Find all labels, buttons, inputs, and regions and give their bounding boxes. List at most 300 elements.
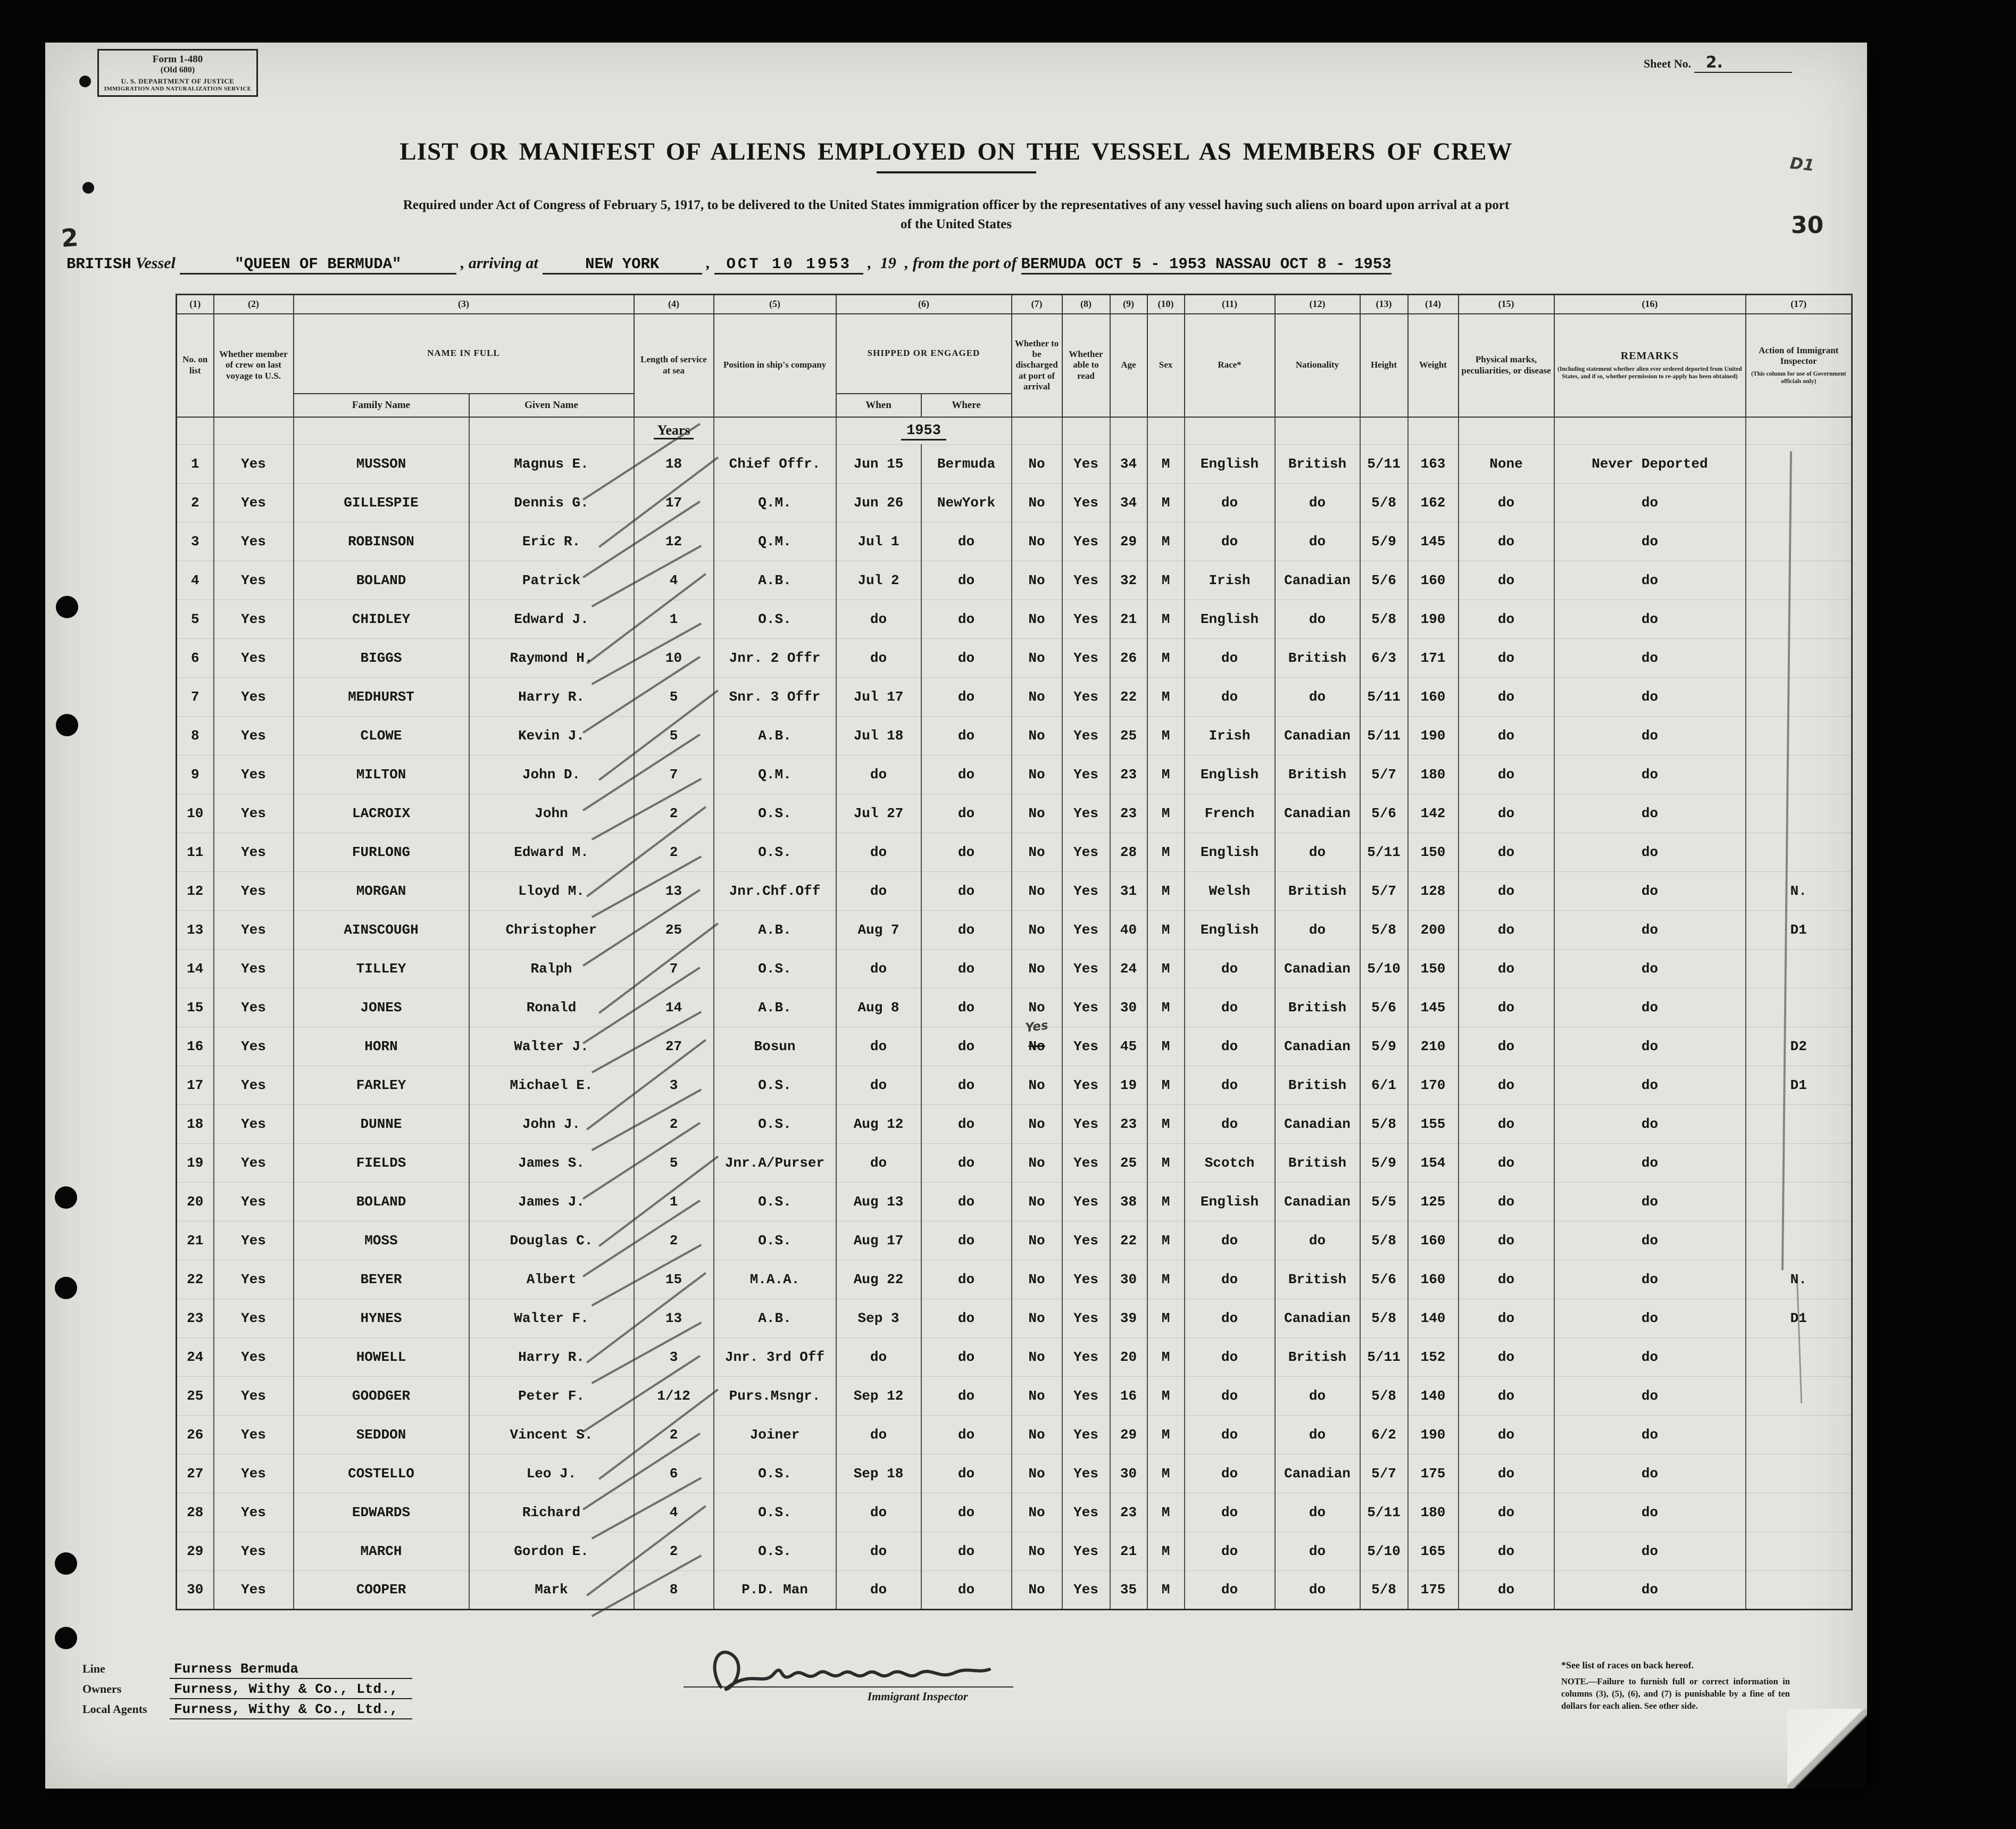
cell-marks: do <box>1459 1454 1554 1493</box>
cell-service: 1/12 <box>634 1377 714 1416</box>
vessel-info-line <box>66 254 1750 275</box>
cell-remarks: do <box>1554 600 1746 639</box>
cell-where: do <box>921 1221 1012 1260</box>
col-header-nationality: Nationality <box>1275 314 1360 417</box>
table-row <box>177 1105 1852 1144</box>
cell-service: 4 <box>634 1493 714 1532</box>
cell-weight: 155 <box>1408 1105 1459 1144</box>
cell-where: do <box>921 1260 1012 1299</box>
cell-remarks: do <box>1554 872 1746 911</box>
cell-family: CHIDLEY <box>294 600 469 639</box>
cell-family: BOLAND <box>294 561 469 600</box>
hole-punch <box>55 1186 77 1209</box>
cell-given: Vincent S. <box>469 1416 634 1454</box>
cell-age: 25 <box>1110 717 1147 755</box>
cell-service: 3 <box>634 1066 714 1105</box>
cell-height: 5/8 <box>1360 484 1408 522</box>
cell-height: 5/8 <box>1360 911 1408 950</box>
sheet-number-label: Sheet No. <box>1644 57 1692 70</box>
cell-sex: M <box>1147 988 1185 1027</box>
cell-family: MUSSON <box>294 445 469 484</box>
cell-age: 28 <box>1110 833 1147 872</box>
struck-value: No <box>1028 1038 1045 1054</box>
cell-discharged <box>1012 1018 1062 1066</box>
cell-read: Yes <box>1062 1183 1110 1221</box>
cell-race: English <box>1185 1183 1275 1221</box>
cell-height: 5/6 <box>1360 561 1408 600</box>
cell-where: do <box>921 1532 1012 1571</box>
cell-sex: M <box>1147 1532 1185 1571</box>
cell-member: Yes <box>214 678 294 717</box>
cell-member: Yes <box>214 755 294 794</box>
cell-read: Yes <box>1062 678 1110 717</box>
cell-nationality: do <box>1275 600 1360 639</box>
cell-service: 5 <box>634 717 714 755</box>
cell-blank <box>214 417 294 445</box>
subtitle <box>173 196 1740 235</box>
units-year: 1953 <box>836 417 1012 445</box>
cell-service: 2 <box>634 794 714 833</box>
ink-blot <box>82 182 94 194</box>
table-row <box>177 1454 1852 1493</box>
cell-discharged: No <box>1012 911 1062 950</box>
cell-weight: 140 <box>1408 1299 1459 1338</box>
cell-height: 5/7 <box>1360 755 1408 794</box>
cell-discharged: No <box>1012 794 1062 833</box>
local-agents-value: Furness, Withy & Co., Ltd., <box>170 1701 412 1719</box>
col-header-member: Whether member of crew on last voyage to U.S. <box>214 314 294 417</box>
cell-action: N. <box>1746 1260 1852 1299</box>
cell-weight: 180 <box>1408 1493 1459 1532</box>
cell-marks: do <box>1459 1183 1554 1221</box>
cell-position: Jnr.A/Purser <box>714 1144 836 1183</box>
cell-when: do <box>836 950 921 988</box>
penalty-note: NOTE.—Failure to furnish full or correct information in columns (3), (5), (6), and (7) is punishable by a fine of ten dollars for each alien. See other side. <box>1561 1676 1790 1711</box>
cell-position: Joiner <box>714 1416 836 1454</box>
cell-discharged: No <box>1012 1299 1062 1338</box>
cell-position: Snr. 3 Offr <box>714 678 836 717</box>
cell-given: Albert <box>469 1260 634 1299</box>
manifest-page <box>45 43 1867 1789</box>
cell-action <box>1746 1105 1852 1144</box>
cell-sex: M <box>1147 1221 1185 1260</box>
cell-discharged: No <box>1012 1221 1062 1260</box>
cell-race: English <box>1185 911 1275 950</box>
cell-when: do <box>836 755 921 794</box>
cell-age: 31 <box>1110 872 1147 911</box>
table-row <box>177 1144 1852 1183</box>
cell-remarks: do <box>1554 988 1746 1027</box>
cell-when: Aug 8 <box>836 988 921 1027</box>
cell-weight: 160 <box>1408 561 1459 600</box>
col-num: (16) <box>1554 295 1746 314</box>
cell-remarks: do <box>1554 1338 1746 1377</box>
table-row <box>177 1377 1852 1416</box>
cell-sex: M <box>1147 1144 1185 1183</box>
cell-nationality: British <box>1275 639 1360 678</box>
cell-read: Yes <box>1062 1454 1110 1493</box>
cell-discharged: No <box>1012 988 1062 1027</box>
cell-marks: do <box>1459 950 1554 988</box>
cell-read: Yes <box>1062 1260 1110 1299</box>
cell-race: do <box>1185 1454 1275 1493</box>
cell-discharged: No <box>1012 717 1062 755</box>
col-num: (15) <box>1459 295 1554 314</box>
cell-height: 5/8 <box>1360 1105 1408 1144</box>
cell-service: 10 <box>634 639 714 678</box>
cell-discharged: No <box>1012 1338 1062 1377</box>
cell-discharged: No <box>1012 600 1062 639</box>
cell-family: MILTON <box>294 755 469 794</box>
cell-sex: M <box>1147 678 1185 717</box>
cell-nationality: British <box>1275 755 1360 794</box>
cell-blank <box>714 417 836 445</box>
cell-height: 5/5 <box>1360 1183 1408 1221</box>
cell-no: 15 <box>177 988 214 1027</box>
cell-discharged: No <box>1012 639 1062 678</box>
cell-action <box>1746 1338 1852 1377</box>
cell-action <box>1746 833 1852 872</box>
cell-no: 23 <box>177 1299 214 1338</box>
cell-weight: 190 <box>1408 717 1459 755</box>
col-header-position: Position in ship's company <box>714 314 836 417</box>
cell-height: 5/11 <box>1360 678 1408 717</box>
cell-blank <box>1012 417 1062 445</box>
cell-remarks: do <box>1554 1532 1746 1571</box>
cell-no: 24 <box>177 1338 214 1377</box>
cell-read: Yes <box>1062 794 1110 833</box>
cell-sex: M <box>1147 717 1185 755</box>
cell-race: Welsh <box>1185 872 1275 911</box>
table-row <box>177 639 1852 678</box>
cell-sex: M <box>1147 1066 1185 1105</box>
cell-action <box>1746 1571 1852 1610</box>
cell-race: do <box>1185 950 1275 988</box>
cell-position: O.S. <box>714 1454 836 1493</box>
form-number-box <box>97 49 258 97</box>
cell-action <box>1746 1221 1852 1260</box>
cell-discharged: No <box>1012 1377 1062 1416</box>
manifest-body <box>177 417 1852 1610</box>
cell-discharged: No <box>1012 678 1062 717</box>
cell-race: do <box>1185 1299 1275 1338</box>
cell-position: Q.M. <box>714 484 836 522</box>
cell-height: 5/8 <box>1360 1221 1408 1260</box>
line-row <box>82 1661 412 1679</box>
cell-sex: M <box>1147 484 1185 522</box>
col-num: (2) <box>214 295 294 314</box>
cell-nationality: do <box>1275 1221 1360 1260</box>
cell-remarks: do <box>1554 678 1746 717</box>
cell-when: do <box>836 639 921 678</box>
cell-given: Leo J. <box>469 1454 634 1493</box>
cell-position: O.S. <box>714 833 836 872</box>
manifest-table <box>176 294 1853 1610</box>
cell-member: Yes <box>214 1260 294 1299</box>
cell-service: 3 <box>634 1338 714 1377</box>
cell-remarks: do <box>1554 950 1746 988</box>
cell-read: Yes <box>1062 988 1110 1027</box>
hole-punch <box>55 1277 77 1299</box>
cell-service: 6 <box>634 1454 714 1493</box>
cell-nationality: do <box>1275 1493 1360 1532</box>
action-subtext: (This column for use of Government officials only) <box>1751 370 1846 385</box>
cell-nationality: Canadian <box>1275 1105 1360 1144</box>
col-header-where: Where <box>921 394 1012 417</box>
cell-remarks: do <box>1554 522 1746 561</box>
table-row <box>177 1260 1852 1299</box>
cell-no: 6 <box>177 639 214 678</box>
cell-age: 23 <box>1110 1493 1147 1532</box>
cell-service: 2 <box>634 833 714 872</box>
cell-remarks: do <box>1554 717 1746 755</box>
cell-weight: 160 <box>1408 1260 1459 1299</box>
comma: , <box>868 254 872 272</box>
cell-action <box>1746 1144 1852 1183</box>
cell-action <box>1746 717 1852 755</box>
cell-nationality: do <box>1275 1571 1360 1610</box>
cell-age: 19 <box>1110 1066 1147 1105</box>
cell-position: Jnr.Chf.Off <box>714 872 836 911</box>
cell-marks: do <box>1459 484 1554 522</box>
cell-race: do <box>1185 678 1275 717</box>
cell-member: Yes <box>214 1221 294 1260</box>
cell-given: John D. <box>469 755 634 794</box>
cell-member: Yes <box>214 1183 294 1221</box>
cell-race: do <box>1185 1532 1275 1571</box>
cell-weight: 180 <box>1408 755 1459 794</box>
cell-nationality: Canadian <box>1275 1027 1360 1066</box>
cell-position: O.S. <box>714 1066 836 1105</box>
cell-discharged: No <box>1012 950 1062 988</box>
cell-where: do <box>921 1105 1012 1144</box>
cell-when: do <box>836 1493 921 1532</box>
inspector-label: Immigrant Inspector <box>867 1690 968 1703</box>
cell-family: LACROIX <box>294 794 469 833</box>
cell-given: Magnus E. <box>469 445 634 484</box>
owners-label: Owners <box>82 1682 122 1695</box>
col-header-weight: Weight <box>1408 314 1459 417</box>
cell-family: GILLESPIE <box>294 484 469 522</box>
cell-no: 12 <box>177 872 214 911</box>
cell-where: do <box>921 1338 1012 1377</box>
table-row <box>177 911 1852 950</box>
cell-position: P.D. Man <box>714 1571 836 1610</box>
cell-given: Mark <box>469 1571 634 1610</box>
cell-given: Walter F. <box>469 1299 634 1338</box>
cell-height: 5/8 <box>1360 1377 1408 1416</box>
cell-sex: M <box>1147 1183 1185 1221</box>
cell-marks: do <box>1459 755 1554 794</box>
cell-height: 5/9 <box>1360 522 1408 561</box>
cell-remarks: do <box>1554 1299 1746 1338</box>
cell-blank <box>1147 417 1185 445</box>
cell-where: do <box>921 1066 1012 1105</box>
from-port-label: , from the port of <box>904 254 1017 272</box>
cell-given: Douglas C. <box>469 1221 634 1260</box>
cell-age: 22 <box>1110 1221 1147 1260</box>
department-name: U. S. DEPARTMENT OF JUSTICE <box>121 77 235 85</box>
cell-no: 22 <box>177 1260 214 1299</box>
cell-given: Harry R. <box>469 678 634 717</box>
cell-service: 14 <box>634 988 714 1027</box>
cell-action <box>1746 1493 1852 1532</box>
cell-where: do <box>921 1377 1012 1416</box>
cell-given: Edward M. <box>469 833 634 872</box>
cell-when: do <box>836 1027 921 1066</box>
cell-when: do <box>836 872 921 911</box>
col-header-remarks <box>1554 314 1746 417</box>
cell-marks: do <box>1459 1221 1554 1260</box>
cell-where: Bermuda <box>921 445 1012 484</box>
cell-no: 7 <box>177 678 214 717</box>
cell-weight: 150 <box>1408 950 1459 988</box>
cell-height: 5/7 <box>1360 1454 1408 1493</box>
cell-member: Yes <box>214 794 294 833</box>
cell-family: HORN <box>294 1027 469 1066</box>
cell-given: Kevin J. <box>469 717 634 755</box>
col-num: (17) <box>1746 295 1852 314</box>
cell-family: COSTELLO <box>294 1454 469 1493</box>
cell-where: do <box>921 1183 1012 1221</box>
cell-action <box>1746 1183 1852 1221</box>
cell-family: BOLAND <box>294 1183 469 1221</box>
cell-position: O.S. <box>714 1493 836 1532</box>
cell-read: Yes <box>1062 445 1110 484</box>
cell-remarks: do <box>1554 755 1746 794</box>
cell-action <box>1746 1416 1852 1454</box>
table-row <box>177 833 1852 872</box>
cell-height: 5/7 <box>1360 872 1408 911</box>
cell-remarks: Never Deported <box>1554 445 1746 484</box>
cell-age: 23 <box>1110 755 1147 794</box>
cell-where: do <box>921 794 1012 833</box>
cell-when: do <box>836 600 921 639</box>
cell-position: M.A.A. <box>714 1260 836 1299</box>
cell-remarks: do <box>1554 1454 1746 1493</box>
cell-nationality: Canadian <box>1275 561 1360 600</box>
cell-when: do <box>836 1144 921 1183</box>
cell-where: do <box>921 1454 1012 1493</box>
cell-member: Yes <box>214 639 294 678</box>
cell-height: 5/11 <box>1360 1493 1408 1532</box>
cell-race: do <box>1185 1027 1275 1066</box>
cell-race: do <box>1185 1260 1275 1299</box>
year-label: 19 <box>880 254 896 272</box>
cell-marks: do <box>1459 1027 1554 1066</box>
cell-height: 5/11 <box>1360 833 1408 872</box>
cell-given: Richard <box>469 1493 634 1532</box>
cell-position: Q.M. <box>714 755 836 794</box>
col-num: (14) <box>1408 295 1459 314</box>
cell-weight: 163 <box>1408 445 1459 484</box>
cell-age: 20 <box>1110 1338 1147 1377</box>
cell-no: 1 <box>177 445 214 484</box>
cell-read: Yes <box>1062 950 1110 988</box>
table-row <box>177 1532 1852 1571</box>
cell-no: 17 <box>177 1066 214 1105</box>
cell-no: 13 <box>177 911 214 950</box>
cell-action <box>1746 522 1852 561</box>
cell-when: Jul 17 <box>836 678 921 717</box>
cell-remarks: do <box>1554 1183 1746 1221</box>
cell-when: do <box>836 833 921 872</box>
cell-remarks: do <box>1554 833 1746 872</box>
inspector-signature-block <box>646 1636 1051 1703</box>
cell-race: do <box>1185 1066 1275 1105</box>
col-header-discharged: Whether to be discharged at port of arrival <box>1012 314 1062 417</box>
cell-action <box>1746 1532 1852 1571</box>
cell-nationality: do <box>1275 522 1360 561</box>
cell-given: John J. <box>469 1105 634 1144</box>
vessel-name: "QUEEN OF BERMUDA" <box>180 255 456 275</box>
cell-marks: do <box>1459 1377 1554 1416</box>
cell-weight: 145 <box>1408 988 1459 1027</box>
cell-when: Aug 13 <box>836 1183 921 1221</box>
cell-where: do <box>921 755 1012 794</box>
cell-when: do <box>836 1571 921 1610</box>
handwritten-correction: Yes <box>1024 1018 1049 1035</box>
cell-position: O.S. <box>714 950 836 988</box>
cell-where: do <box>921 522 1012 561</box>
cell-action: D1 <box>1746 911 1852 950</box>
cell-where: do <box>921 561 1012 600</box>
cell-member: Yes <box>214 1454 294 1493</box>
cell-member: Yes <box>214 561 294 600</box>
cell-nationality: do <box>1275 911 1360 950</box>
col-header-marks: Physical marks, peculiarities, or disease <box>1459 314 1554 417</box>
cell-sex: M <box>1147 1027 1185 1066</box>
cell-where: do <box>921 911 1012 950</box>
col-num: (1) <box>177 295 214 314</box>
cell-position: O.S. <box>714 1221 836 1260</box>
cell-marks: do <box>1459 872 1554 911</box>
cell-family: FARLEY <box>294 1066 469 1105</box>
cell-given: Harry R. <box>469 1338 634 1377</box>
inspector-hand-mark: D1 <box>1789 154 1815 176</box>
cell-read: Yes <box>1062 1105 1110 1144</box>
cell-family: CLOWE <box>294 717 469 755</box>
cell-action <box>1746 561 1852 600</box>
owners-row <box>82 1681 412 1699</box>
cell-weight: 142 <box>1408 794 1459 833</box>
races-footnote: *See list of races on back hereof. <box>1561 1660 1694 1670</box>
cell-age: 35 <box>1110 1571 1147 1610</box>
table-row <box>177 484 1852 522</box>
cell-marks: None <box>1459 445 1554 484</box>
cell-remarks: do <box>1554 1571 1746 1610</box>
col-header-shipped: SHIPPED OR ENGAGED <box>836 314 1012 394</box>
col-num: (9) <box>1110 295 1147 314</box>
cell-when: do <box>836 1338 921 1377</box>
cell-read: Yes <box>1062 833 1110 872</box>
cell-service: 18 <box>634 445 714 484</box>
cell-sex: M <box>1147 1571 1185 1610</box>
cell-read: Yes <box>1062 717 1110 755</box>
cell-family: JONES <box>294 988 469 1027</box>
cell-position: A.B. <box>714 561 836 600</box>
cell-read: Yes <box>1062 561 1110 600</box>
arrival-date-stamp: OCT 10 1953 <box>714 255 863 275</box>
cell-marks: do <box>1459 1066 1554 1105</box>
cell-weight: 152 <box>1408 1338 1459 1377</box>
cell-discharged: No <box>1012 484 1062 522</box>
column-number-row <box>177 295 1852 314</box>
cell-age: 21 <box>1110 1532 1147 1571</box>
cell-read: Yes <box>1062 911 1110 950</box>
cell-blank <box>469 417 634 445</box>
cell-action <box>1746 600 1852 639</box>
